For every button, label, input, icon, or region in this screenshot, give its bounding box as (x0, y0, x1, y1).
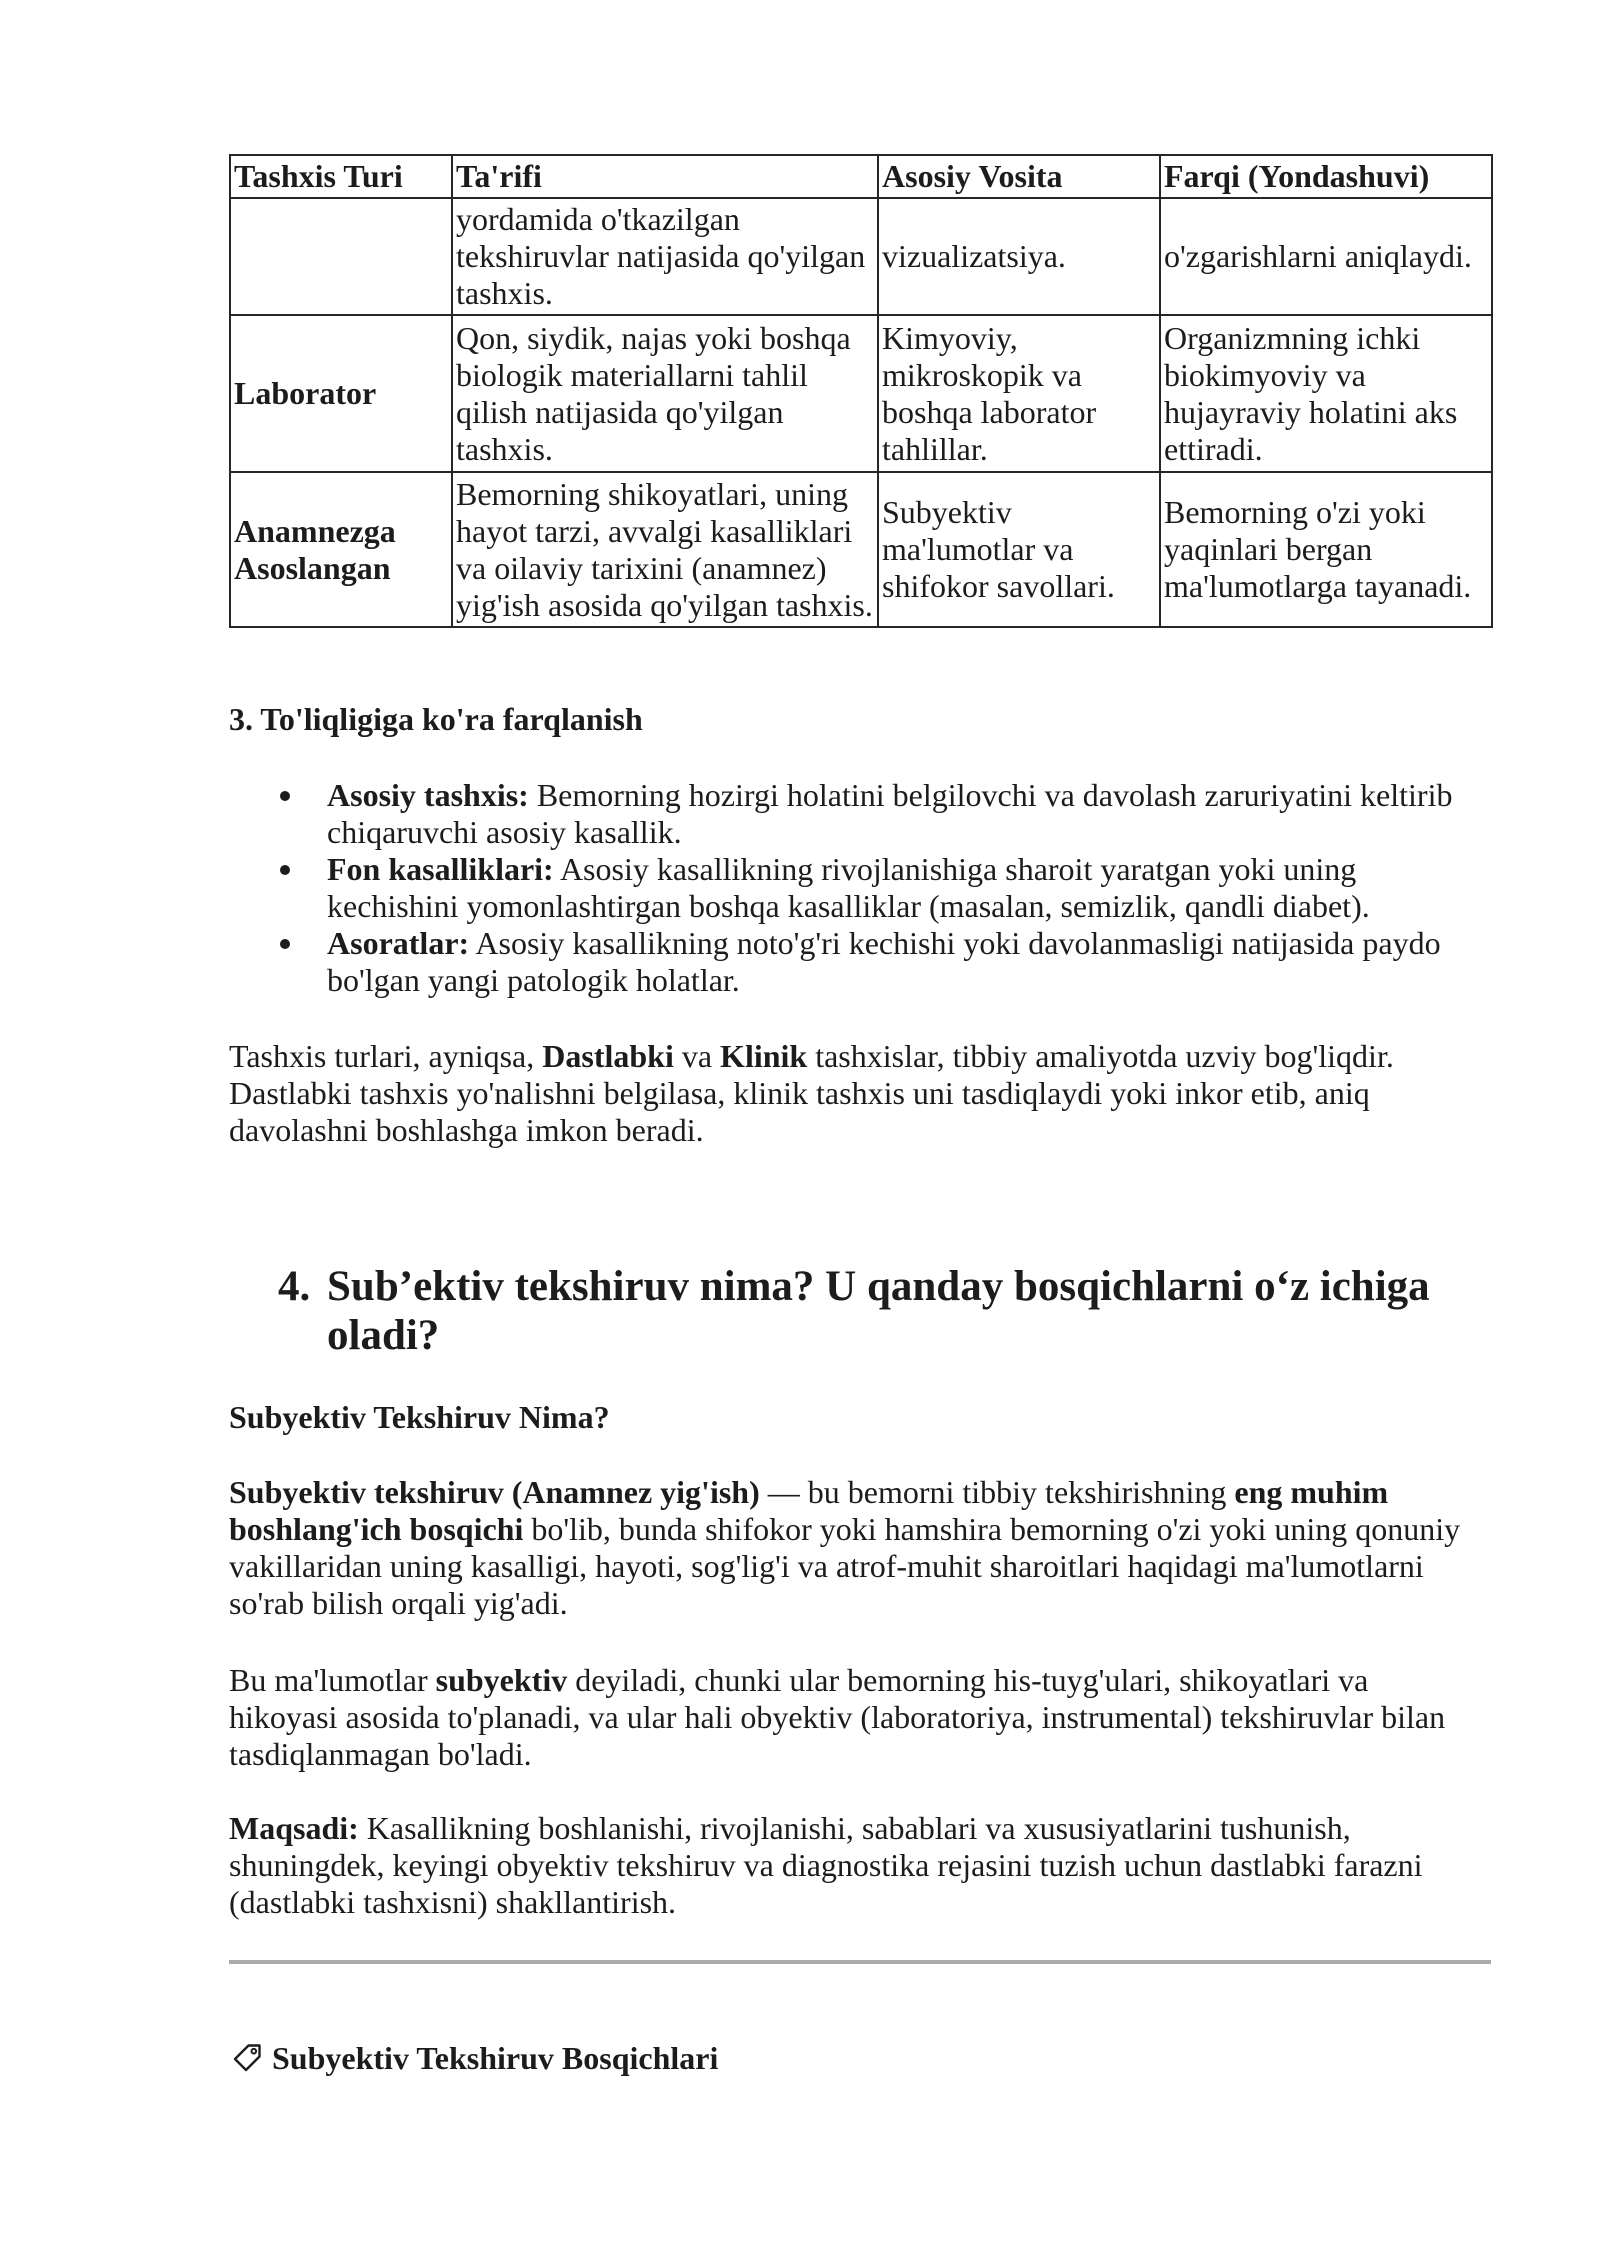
stages-heading-text: Subyektiv Tekshiruv Bosqichlari (272, 2040, 719, 2076)
cell-definition (452, 198, 878, 315)
cell-line: shifokor savollari. (882, 568, 1115, 604)
cell-line: tashxis. (456, 275, 553, 311)
cell-difference (1160, 472, 1492, 627)
paragraph-line: tasdiqlanmagan bo'ladi. (229, 1736, 532, 1772)
column-header-type: Tashxis Turi (230, 155, 452, 198)
paragraph-line (229, 1474, 1491, 1511)
column-header-difference: Farqi (Yondashuvi) (1160, 155, 1492, 198)
heading-line: oladi? (327, 1312, 440, 1359)
cell-line: mikroskopik va (882, 356, 1082, 393)
cell-line: Qon, siydik, najas yoki boshqa (456, 319, 851, 356)
cell-line: Subyektiv (882, 494, 1012, 530)
paragraph-line (229, 1038, 1491, 1075)
cell-line: tashxis. (456, 430, 553, 467)
list-item (327, 777, 1491, 851)
cell-line: biologik materiallarni tahlil (456, 356, 808, 393)
text-run: bo'lib, bunda shifokor yoki hamshira bemorning o'zi yoki uning qonuniy (523, 1511, 1461, 1547)
list-item-line (327, 851, 1491, 888)
cell-line: boshqa laborator (882, 393, 1097, 430)
cell-line: qilish natijasida qo'yilgan (456, 393, 784, 430)
bullet-icon (280, 791, 290, 801)
text-run-bold: eng muhim (1234, 1474, 1389, 1510)
definition-paragraph (229, 1474, 1491, 1622)
list-item-line: chiqaruvchi asosiy kasallik. (327, 814, 682, 850)
paragraph-line: (dastlabki tashxisni) shakllantirish. (229, 1884, 677, 1920)
cell-tool (878, 472, 1160, 627)
section-heading (229, 701, 1491, 738)
cell-line: tekshiruvlar natijasida qo'yilgan (456, 238, 866, 274)
cell-line: ma'lumotlarga tayanadi. (1164, 568, 1472, 604)
list-item (327, 925, 1491, 999)
text-run: Tashxis turlari, ayniqsa, (229, 1038, 543, 1074)
cell-line: yordamida o'tkazilgan (456, 201, 740, 237)
subjective-note-paragraph (229, 1662, 1491, 1773)
list-item-line (327, 925, 1491, 962)
cell-line: o'zgarishlarni aniqlaydi. (1164, 238, 1472, 274)
text-run: tashxislar, tibbiy amaliyotda uzviy bog'liqdir. (807, 1038, 1394, 1074)
text-run: va (673, 1038, 721, 1074)
list-item (327, 851, 1491, 925)
section-heading-text: 3. To'liqligiga ko'ra farqlanish (229, 701, 643, 737)
cell-line: Kimyoviy, (882, 319, 1018, 356)
cell-definition (452, 315, 878, 472)
cell-definition (452, 472, 878, 627)
table-row (230, 472, 1492, 627)
cell-line: Anamnezga (234, 512, 396, 549)
paragraph-line: shuningdek, keyingi obyektiv tekshiruv va diagnostika rejasini tuzish uchun dastlabki farazni (229, 1847, 1423, 1883)
heading-number: 4. (278, 1263, 311, 1310)
cell-tool (878, 198, 1160, 315)
table-header-row (230, 155, 1492, 198)
list-item-text: Bemorning hozirgi holatini belgilovchi va davolash zaruriyatini keltirib (528, 777, 1453, 813)
cell-line: yig'ish asosida qo'yilgan tashxis. (456, 586, 873, 623)
cell-line: Asoslangan (234, 549, 391, 586)
text-run-bold: boshlang'ich bosqichi (229, 1511, 524, 1547)
list-item-line: bo'lgan yangi patologik holatlar. (327, 962, 740, 998)
horizontal-divider (229, 1960, 1491, 1964)
text-run-bold: subyektiv (435, 1662, 568, 1698)
cell-line: yaqinlari bergan (1164, 531, 1373, 567)
list-item-line: kechishini yomonlashtirgan boshqa kasalliklar (masalan, semizlik, qandli diabet). (327, 888, 1370, 924)
cell-line: vizualizatsiya. (882, 238, 1066, 274)
stages-heading (229, 2040, 1491, 2077)
completeness-list (327, 777, 1491, 999)
list-item-term: Fon kasalliklari: (327, 851, 554, 887)
cell-line: hujayraviy holatini aks (1164, 393, 1458, 430)
text-run: deyiladi, chunki ular bemorning his-tuyg'ulari, shikoyatlari va (567, 1662, 1369, 1698)
list-item-term: Asoratlar: (327, 925, 470, 961)
column-header-definition: Ta'rifi (452, 155, 878, 198)
bullet-icon (280, 939, 290, 949)
list-item-text: Asosiy kasallikning rivojlanishiga sharoit yaratgan yoki uning (553, 851, 1357, 887)
cell-type (230, 315, 452, 472)
table-row (230, 315, 1492, 472)
cell-line: biokimyoviy va (1164, 356, 1366, 393)
subheading-text: Subyektiv Tekshiruv Nima? (229, 1399, 610, 1435)
cell-line: hayot tarzi, avvalgi kasalliklari (456, 512, 853, 549)
list-item-term: Asosiy tashxis: (327, 777, 529, 813)
cell-line: ma'lumotlar va (882, 531, 1074, 567)
paragraph-line: Dastlabki tashxis yo'nalishni belgilasa, klinik tashxis uni tasdiqlaydi yoki inkor etib, aniq (229, 1075, 1370, 1111)
cell-difference (1160, 315, 1492, 472)
cell-type (230, 472, 452, 627)
diagnosis-types-table (229, 154, 1493, 628)
cell-line: va oilaviy tarixini (anamnez) (456, 549, 827, 586)
text-run: Kasallikning boshlanishi, rivojlanishi, sabablari va xususiyatlarini tushunish, (358, 1810, 1351, 1846)
page-heading (327, 1262, 1491, 1360)
text-run: Bu ma'lumotlar (229, 1662, 436, 1698)
text-run-bold: Subyektiv tekshiruv (Anamnez yig'ish) (229, 1474, 760, 1510)
paragraph-line (229, 1511, 1491, 1548)
text-run-bold: Klinik (720, 1038, 808, 1074)
cell-line: ettiradi. (1164, 430, 1263, 467)
list-item-text: Asosiy kasallikning noto'g'ri kechishi yoki davolanmasligi natijasida paydo (469, 925, 1441, 961)
column-header-tool: Asosiy Vosita (878, 155, 1160, 198)
summary-paragraph (229, 1038, 1491, 1149)
paragraph-line: hikoyasi asosida to'planadi, va ular hali obyektiv (laboratoriya, instrumental) tekshiruvlar bilan (229, 1699, 1446, 1735)
paragraph-line: so'rab bilish orqali yig'adi. (229, 1585, 568, 1621)
cell-difference (1160, 198, 1492, 315)
tag-icon (232, 2043, 262, 2073)
text-run-bold: Maqsadi: (229, 1810, 359, 1846)
cell-line: Organizmning ichki (1164, 319, 1421, 356)
cell-tool (878, 315, 1160, 472)
cell-line: Bemorning shikoyatlari, uning (456, 475, 848, 512)
bullet-icon (280, 865, 290, 875)
purpose-paragraph (229, 1810, 1491, 1921)
paragraph-line: vakillaridan uning kasalligi, hayoti, sog'lig'i va atrof-muhit sharoitlari haqidagi ma'lumotlarni (229, 1548, 1424, 1584)
table-row (230, 198, 1492, 315)
heading-line: Sub’ektiv tekshiruv nima? U qanday bosqichlarni o‘z ichiga (327, 1263, 1430, 1310)
text-run-bold: Dastlabki (542, 1038, 674, 1074)
paragraph-line: davolashni boshlashga imkon beradi. (229, 1112, 704, 1148)
paragraph-line (229, 1662, 1491, 1699)
cell-line: Bemorning o'zi yoki (1164, 494, 1426, 530)
list-item-line (327, 777, 1491, 814)
cell-line: tahlillar. (882, 430, 988, 467)
cell-line: Laborator (234, 375, 377, 411)
subheading (229, 1399, 1491, 1436)
cell-type (230, 198, 452, 315)
paragraph-line (229, 1810, 1491, 1847)
text-run: — bu bemorni tibbiy tekshirishning (759, 1474, 1235, 1510)
